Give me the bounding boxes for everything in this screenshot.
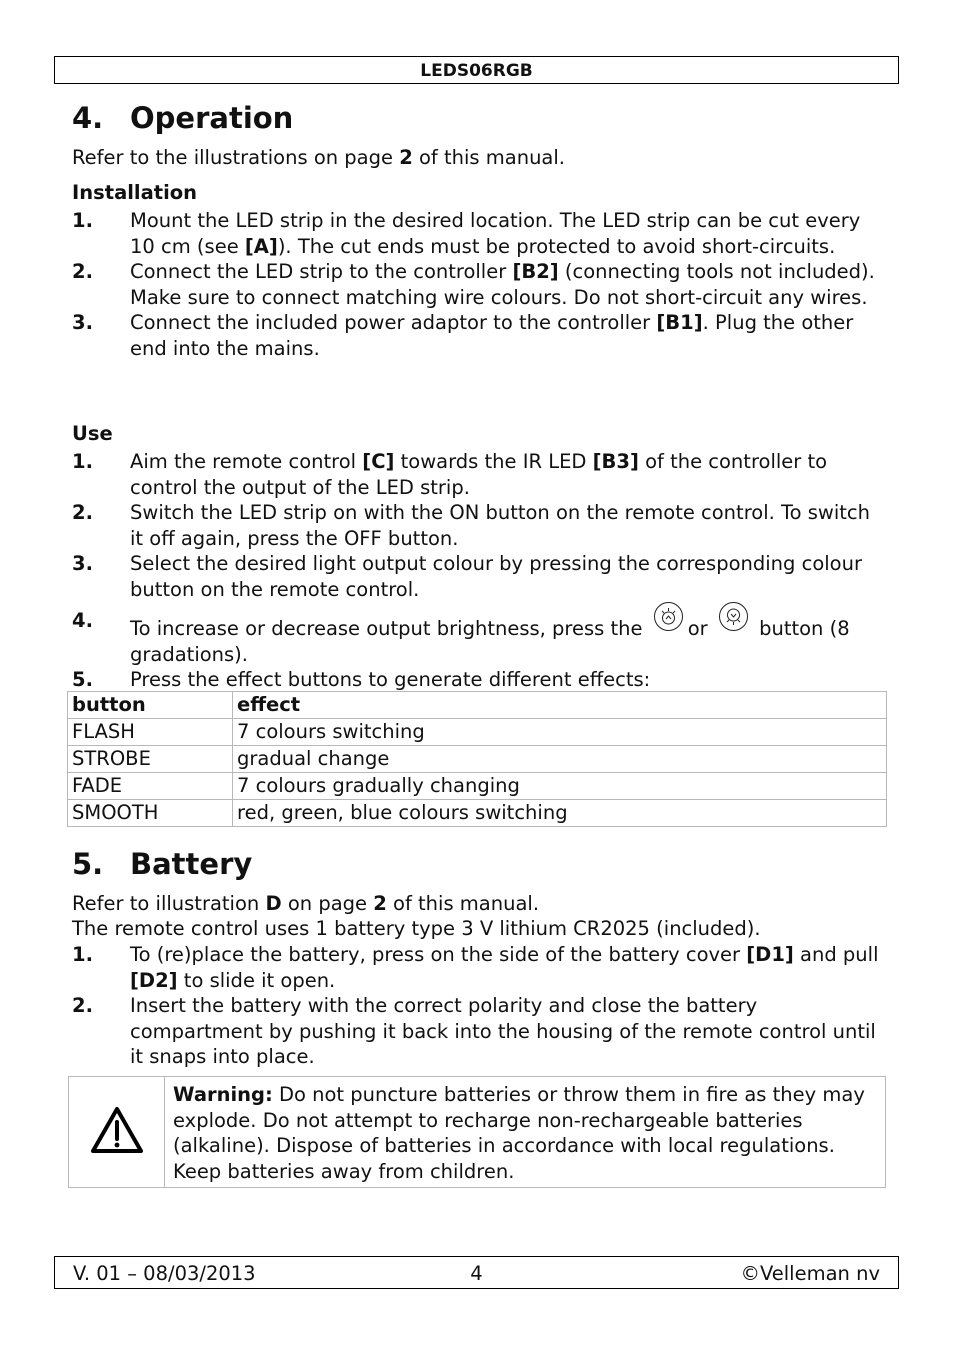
step-number: 1.: [72, 943, 93, 966]
battery-intro-2: The remote control uses 1 battery type 3 V lithium CR2025 (included).: [72, 917, 761, 940]
list-item: [72, 259, 887, 310]
warning-body: Do not puncture batteries or throw them in fire as they may explode. Do not attempt to recharge non-rechargeable batteries (alkaline). Dispose of batteries in accordance with local regulations. Keep batteries away from children.: [173, 1083, 865, 1183]
step-text: (connecting tools not included). Make sure to connect matching wire colours. Do not short-circuit any wires.: [130, 260, 875, 309]
step-number: 4.: [72, 609, 93, 632]
step-number: 2.: [72, 501, 93, 524]
step-number: 3.: [72, 311, 93, 334]
intro-text: on page: [281, 892, 374, 915]
step-text: towards the IR LED: [394, 450, 593, 473]
step-text: Connect the LED strip to the controller: [130, 260, 513, 283]
figure-ref: [A]: [244, 234, 278, 258]
step-number: 2.: [72, 994, 93, 1017]
section-title: Operation: [130, 101, 294, 135]
use-heading: Use: [72, 422, 113, 445]
section-title: Battery: [130, 847, 253, 881]
warning-box: [68, 1076, 886, 1188]
step-text: and pull: [793, 943, 879, 966]
model-name: LEDS06RGB: [420, 61, 533, 81]
version-date: V. 01 – 08/03/2013: [73, 1262, 256, 1285]
effects-table: [67, 691, 887, 827]
step-text: of the controller to control the output of the LED strip.: [130, 450, 828, 499]
operation-intro: [72, 145, 565, 170]
list-item: [72, 449, 887, 500]
figure-ref: [B3]: [592, 450, 639, 473]
column-header: effect: [233, 692, 887, 719]
warning-label: Warning:: [173, 1083, 273, 1106]
page-number: 4: [470, 1262, 483, 1285]
section-heading-operation: [72, 100, 293, 136]
list-item: [72, 993, 887, 1070]
table-row: [68, 773, 887, 800]
step-text: Connect the included power adaptor to the controller: [130, 311, 657, 334]
brightness-down-icon: [719, 602, 748, 631]
intro-page-ref: 2: [399, 146, 413, 169]
step-text: To (re)place the battery, press on the side of the battery cover: [130, 943, 747, 966]
table-cell: gradual change: [233, 746, 887, 773]
column-header: button: [68, 692, 233, 719]
list-item: [72, 310, 887, 361]
step-text: Switch the LED strip on with the ON button on the remote control. To switch it off again, press the OFF button.: [130, 501, 871, 550]
table-cell: red, green, blue colours switching: [233, 800, 887, 827]
illustration-ref: D: [265, 892, 282, 915]
list-item: [72, 208, 887, 259]
section-number: 5.: [72, 847, 104, 881]
warning-text: [165, 1077, 885, 1187]
step-text: ). The cut ends must be protected to avoid short-circuits.: [277, 234, 836, 258]
step-text: Press the effect buttons to generate different effects:: [130, 668, 651, 691]
intro-text-end: of this manual.: [412, 146, 565, 169]
step-number: 1.: [72, 450, 93, 473]
step-text: Mount the LED strip in the desired location. The LED strip can be cut every 10 cm (see: [130, 209, 861, 258]
step-text: Aim the remote control: [130, 450, 363, 473]
table-cell: 7 colours gradually changing: [233, 773, 887, 800]
table-row: [68, 800, 887, 827]
intro-page-ref: 2: [373, 892, 387, 915]
step-text: To increase or decrease output brightness, press the: [130, 617, 643, 640]
step-text: or: [687, 617, 708, 640]
table-cell: SMOOTH: [68, 800, 233, 827]
table-row: [68, 746, 887, 773]
intro-text: Refer to illustration: [72, 892, 266, 915]
step-number: 2.: [72, 260, 93, 283]
figure-ref: [C]: [362, 450, 395, 473]
figure-ref: [D2]: [130, 968, 178, 992]
step-text: Select the desired light output colour by pressing the corresponding colour button on the remote control.: [130, 552, 862, 601]
intro-text: Refer to the illustrations on page: [72, 146, 400, 169]
step-number: 1.: [72, 209, 93, 232]
table-header-row: [68, 692, 887, 719]
battery-steps: [72, 942, 887, 1070]
document-header: [54, 56, 899, 84]
figure-ref: [B1]: [656, 311, 703, 334]
list-item: [72, 608, 887, 667]
table-cell: 7 colours switching: [233, 719, 887, 746]
installation-steps: [72, 208, 887, 361]
section-number: 4.: [72, 101, 104, 135]
step-number: 3.: [72, 552, 93, 575]
table-cell: FADE: [68, 773, 233, 800]
step-text: Insert the battery with the correct polarity and close the battery compartment by pushing it back into the housing of the remote control until it snaps into place.: [130, 994, 876, 1068]
step-number: 5.: [72, 668, 93, 691]
table-cell: FLASH: [68, 719, 233, 746]
list-item: [72, 942, 887, 993]
step-text: button (8 gradations).: [130, 617, 850, 666]
installation-heading: Installation: [72, 181, 198, 204]
section-heading-battery: [72, 846, 252, 882]
document-footer: [54, 1256, 899, 1289]
table-row: [68, 719, 887, 746]
use-steps: [72, 449, 887, 693]
warning-triangle-icon: [90, 1106, 144, 1158]
copyright: ©Velleman nv: [740, 1262, 880, 1285]
figure-ref: [D1]: [746, 943, 794, 966]
battery-intro-1: [72, 891, 539, 916]
list-item: [72, 667, 887, 693]
intro-text: of this manual.: [386, 892, 540, 915]
list-item: [72, 500, 887, 551]
warning-icon-cell: [69, 1077, 165, 1187]
step-text: . Plug the other end into the mains.: [130, 311, 854, 360]
step-text: to slide it open.: [177, 968, 336, 992]
table-cell: STROBE: [68, 746, 233, 773]
figure-ref: [B2]: [512, 260, 559, 283]
brightness-up-icon: [654, 602, 683, 631]
list-item: [72, 551, 887, 602]
